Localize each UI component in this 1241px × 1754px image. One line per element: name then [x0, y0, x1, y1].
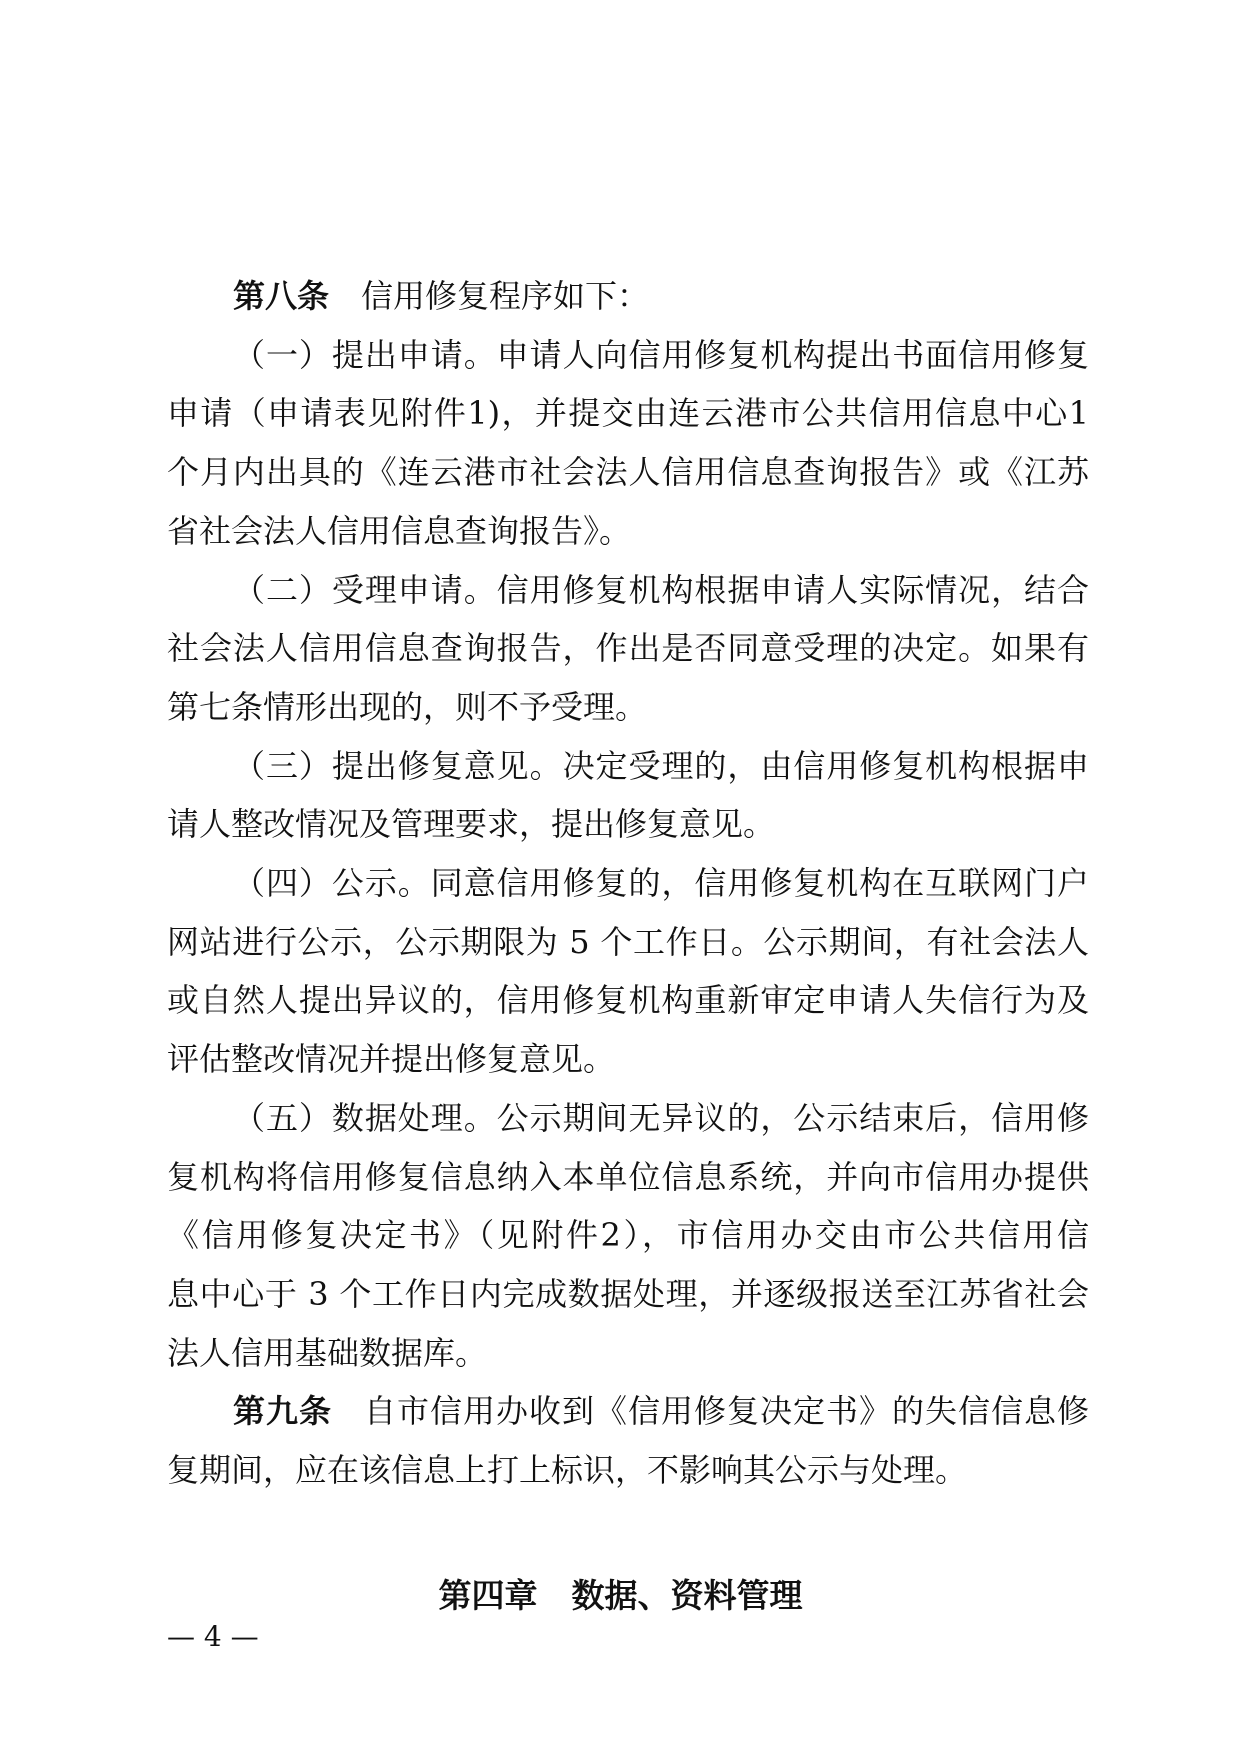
text-line	[167, 1215, 1089, 1255]
line-text: 请人整改情况及管理要求，提出修复意见。	[167, 805, 776, 844]
text-line	[167, 804, 1089, 844]
line-text: 复期间，应在该信息上打上标识，不影响其公示与处理。	[167, 1451, 968, 1489]
text-line	[167, 1098, 1089, 1138]
text-line	[167, 276, 1089, 316]
text-line	[167, 1157, 1089, 1197]
text-line	[167, 1274, 1089, 1314]
line-text: （二）受理申请。信用修复机构根据申请人实际情况，结合	[233, 570, 1089, 609]
line-text: 网站进行公示，公示期限为 5 个工作日。公示期间，有社会法人	[167, 922, 1089, 961]
line-text: 信用修复程序如下：	[361, 277, 650, 315]
text-line	[167, 1039, 1089, 1079]
line-text: （三）提出修复意见。决定受理的，由信用修复机构根据申	[233, 746, 1089, 785]
text-line	[167, 335, 1089, 375]
article-number: 第九条	[233, 1392, 332, 1431]
line-text: 省社会法人信用信息查询报告》。	[167, 511, 632, 550]
line-text: （四）公示。同意信用修复的，信用修复机构在互联网门户	[233, 864, 1089, 902]
text-line	[167, 922, 1089, 962]
line-text: 法人信用基础数据库。	[167, 1333, 488, 1372]
text-line	[167, 687, 1089, 727]
text-line	[167, 452, 1089, 492]
line-text: 自市信用办收到《信用修复决定书》的失信信息修	[364, 1392, 1089, 1431]
line-text: 《信用修复决定书》（见附件2），市信用办交由市公共信用信	[167, 1216, 1089, 1255]
article-number: 第八条	[233, 277, 330, 315]
line-text: 申请（申请表见附件1)，并提交由连云港市公共信用信息中心1	[167, 394, 1089, 433]
line-text: （一）提出申请。申请人向信用修复机构提出书面信用修复	[233, 335, 1089, 374]
page-number: — 4 —	[167, 1620, 259, 1653]
text-line	[167, 863, 1089, 903]
line-text: 社会法人信用信息查询报告，作出是否同意受理的决定。如果有	[167, 629, 1089, 668]
line-text: 复机构将信用修复信息纳入本单位信息系统，并向市信用办提供	[167, 1157, 1089, 1196]
chapter-number: 第四章	[438, 1576, 538, 1615]
text-line	[167, 511, 1089, 551]
line-text: 个月内出具的《连云港市社会法人信用信息查询报告》或《江苏	[167, 453, 1089, 492]
chapter-title: 数据、资料管理	[571, 1576, 803, 1615]
text-line	[167, 746, 1089, 786]
line-text: 或自然人提出异议的，信用修复机构重新审定申请人失信行为及	[167, 981, 1089, 1020]
text-line	[167, 1450, 1089, 1490]
text-line	[167, 628, 1089, 668]
line-text: （五）数据处理。公示期间无异议的，公示结束后，信用修	[233, 1098, 1089, 1137]
text-line	[167, 1333, 1089, 1373]
text-line	[167, 980, 1089, 1020]
line-text: 第七条情形出现的，则不予受理。	[167, 687, 648, 726]
line-text: 评估整改情况并提出修复意见。	[167, 1040, 616, 1079]
chapter-heading	[0, 1570, 1241, 1617]
text-line	[167, 1391, 1089, 1431]
text-line	[167, 393, 1089, 433]
text-line	[167, 570, 1089, 610]
line-text: 息中心于 3 个工作日内完成数据处理，并逐级报送至江苏省社会	[167, 1274, 1089, 1313]
